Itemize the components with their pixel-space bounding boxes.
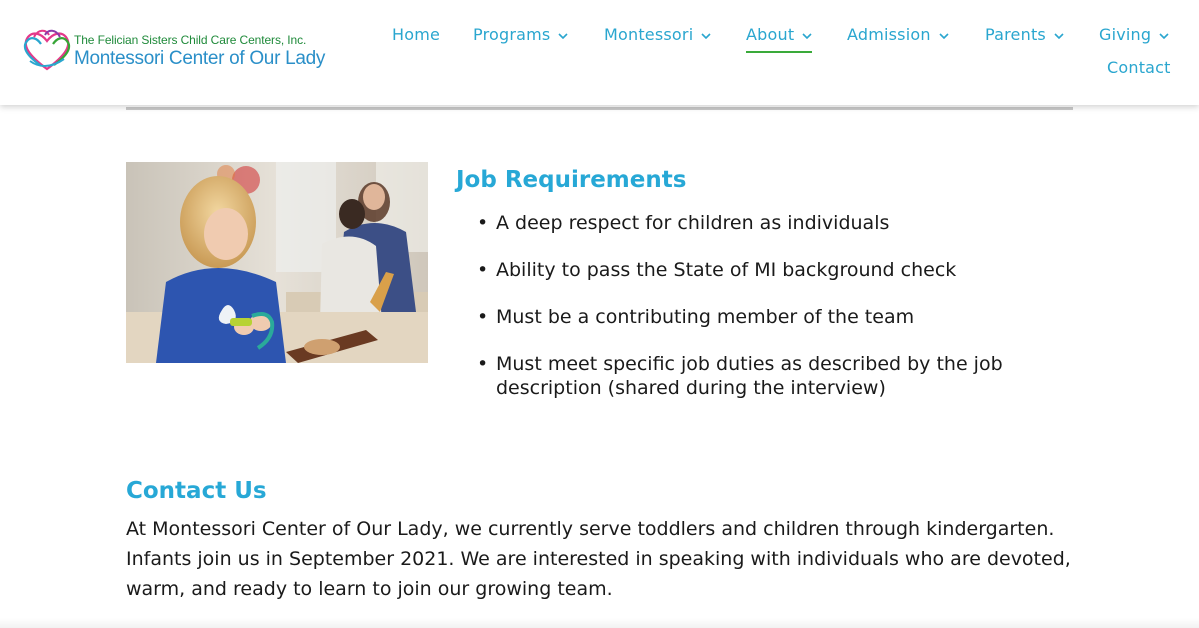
- nav-home-label: Home: [392, 25, 441, 44]
- nav-parents-label: Parents: [985, 25, 1046, 44]
- nav-giving-label: Giving: [1099, 25, 1152, 44]
- nav-admission-label: Admission: [847, 25, 931, 44]
- site-header: [0, 0, 1199, 105]
- list-item: • Must be a contributing member of the team: [476, 305, 1046, 329]
- nav-montessori-label: Montessori: [604, 25, 694, 44]
- nav-programs[interactable]: [473, 25, 568, 44]
- nav-programs-label: Programs: [473, 25, 551, 44]
- nav-giving[interactable]: [1099, 25, 1169, 44]
- child-photo-illustration: [126, 162, 428, 363]
- nav-home[interactable]: [392, 25, 440, 44]
- chevron-down-icon: [1054, 33, 1064, 39]
- chevron-down-icon: [701, 33, 711, 39]
- logo-site-name: Montessori Center of Our Lady: [74, 48, 326, 69]
- chevron-down-icon: [558, 33, 568, 39]
- list-item: • Ability to pass the State of MI background check: [476, 258, 1046, 282]
- list-item: • Must meet specific job duties as described by the job description (shared during the interview): [476, 352, 1046, 400]
- chevron-down-icon: [1159, 33, 1169, 39]
- section-divider: [126, 107, 1073, 110]
- chevron-down-icon: [939, 33, 949, 39]
- child-montessori-photo: [126, 162, 428, 363]
- chevron-down-icon: [802, 33, 812, 39]
- footer-shadow: [0, 618, 1199, 628]
- site-logo[interactable]: [20, 25, 326, 77]
- contact-us-paragraph: At Montessori Center of Our Lady, we currently serve toddlers and children through kindergarten. Infants join us in September 2021. We are interested in speaking with individuals who are devoted, warm, and ready to learn to join our growing team.: [126, 518, 1071, 600]
- nav-parents[interactable]: [985, 25, 1064, 44]
- contact-us-heading: Contact Us: [126, 478, 267, 504]
- logo-org-name: The Felician Sisters Child Care Centers, Inc.: [74, 33, 307, 47]
- job-requirements-heading: Job Requirements: [456, 167, 687, 193]
- hearts-logo-icon: [20, 25, 74, 75]
- job-requirements-list: [476, 211, 1046, 423]
- nav-contact[interactable]: [1107, 58, 1171, 77]
- list-item: • A deep respect for children as individuals: [476, 211, 1046, 235]
- nav-admission[interactable]: [847, 25, 949, 44]
- nav-montessori[interactable]: [604, 25, 711, 44]
- nav-about-label: About: [746, 25, 795, 44]
- nav-about[interactable]: [746, 25, 812, 44]
- nav-contact-label: Contact: [1107, 58, 1171, 77]
